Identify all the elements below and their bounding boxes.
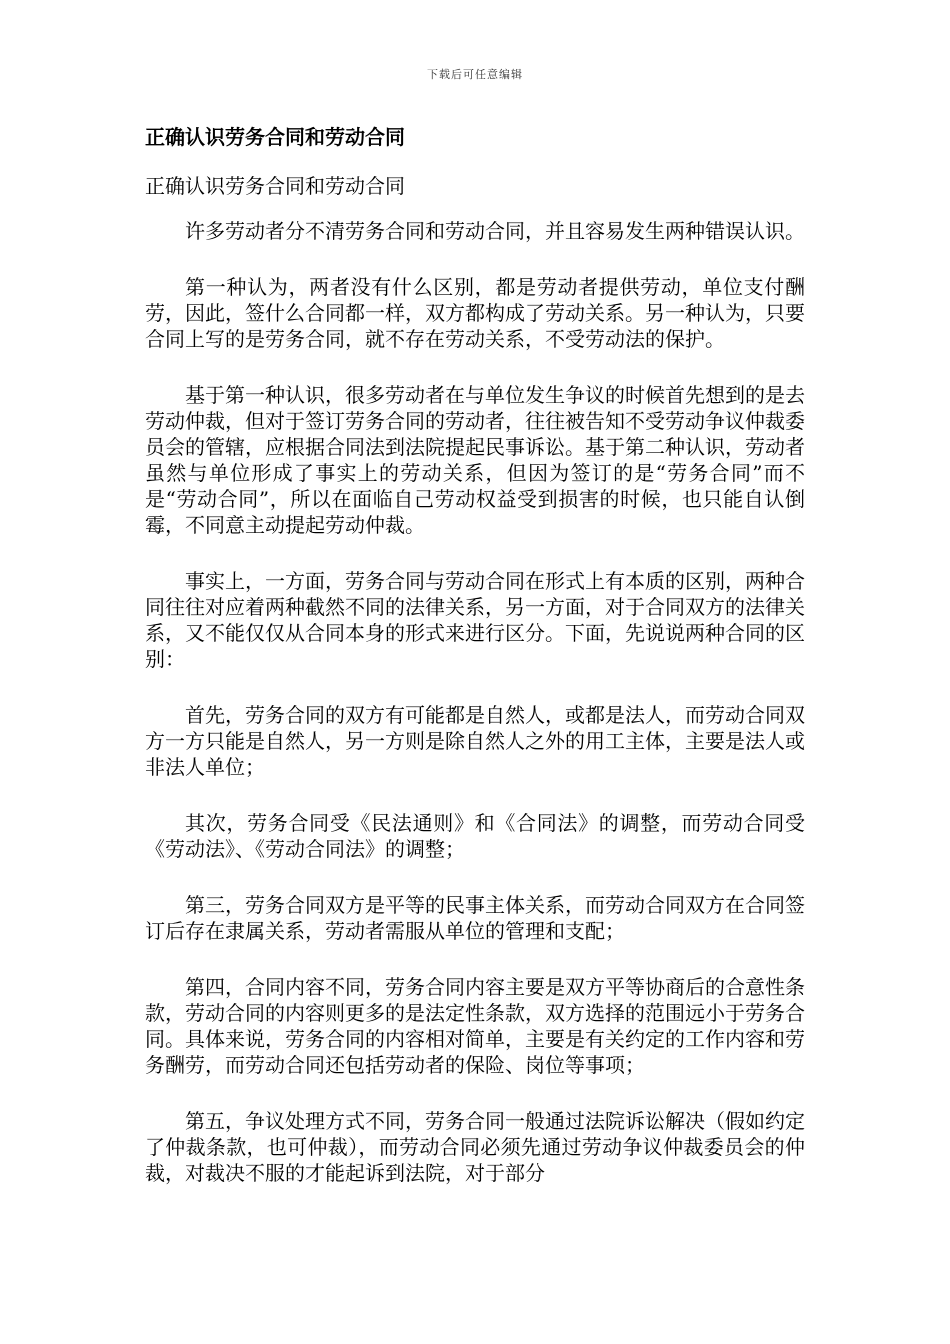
paragraph-two-views: 第一种认为，两者没有什么区别，都是劳动者提供劳动，单位支付酬劳，因此，签什么合同都一样，双方都构成了劳动关系。另一种认为，只要合同上写的是劳务合同，就不存在劳动关系，不受劳动法的保护。 <box>145 275 805 351</box>
document-subtitle: 正确认识劳务合同和劳动合同 <box>145 174 405 198</box>
paragraph-first-difference: 首先，劳务合同的双方有可能都是自然人，或都是法人，而劳动合同双方一方只能是自然人，另一方则是除自然人之外的用工主体，主要是法人或非法人单位； <box>145 703 805 779</box>
paragraph-second-difference: 其次，劳务合同受《民法通则》和《合同法》的调整，而劳动合同受《劳动法》、《劳动合同法》的调整； <box>145 811 805 861</box>
paragraph-in-fact: 事实上，一方面，劳务合同与劳动合同在形式上有本质的区别，两种合同往往对应着两种截然不同的法律关系，另一方面，对于合同双方的法律关系，又不能仅仅从合同本身的形式来进行区分。下面，先说说两种合同的区别： <box>145 569 805 671</box>
document-title: 正确认识劳务合同和劳动合同 <box>145 125 405 149</box>
paragraph-consequences: 基于第一种认识，很多劳动者在与单位发生争议的时候首先想到的是去劳动仲裁，但对于签订劳务合同的劳动者，往往被告知不受劳动争议仲裁委员会的管辖，应根据合同法到法院提起民事诉讼。基于第二种认识，劳动者虽然与单位形成了事实上的劳动关系，但因为签订的是“劳务合同”而不是“劳动合同”，所以在面临自己劳动权益受到损害的时候，也只能自认倒霉，不同意主动提起劳动仲裁。 <box>145 383 805 537</box>
header-note: 下载后可任意编辑 <box>427 68 523 81</box>
paragraph-intro: 许多劳动者分不清劳务合同和劳动合同，并且容易发生两种错误认识。 <box>185 219 805 243</box>
document-body <box>145 218 805 1216</box>
paragraph-third-difference: 第三，劳务合同双方是平等的民事主体关系，而劳动合同双方在合同签订后存在隶属关系，劳动者需服从单位的管理和支配； <box>145 893 805 943</box>
paragraph-fifth-difference: 第五，争议处理方式不同，劳务合同一般通过法院诉讼解决（假如约定了仲裁条款，也可仲裁），而劳动合同必须先通过劳动争议仲裁委员会的仲裁，对裁决不服的才能起诉到法院，对于部分 <box>145 1109 805 1185</box>
paragraph-fourth-difference: 第四，合同内容不同，劳务合同内容主要是双方平等协商后的合意性条款，劳动合同的内容则更多的是法定性条款，双方选择的范围远小于劳务合同。具体来说，劳务合同的内容相对简单，主要是有关约定的工作内容和劳务酬劳，而劳动合同还包括劳动者的保险、岗位等事项； <box>145 975 805 1077</box>
